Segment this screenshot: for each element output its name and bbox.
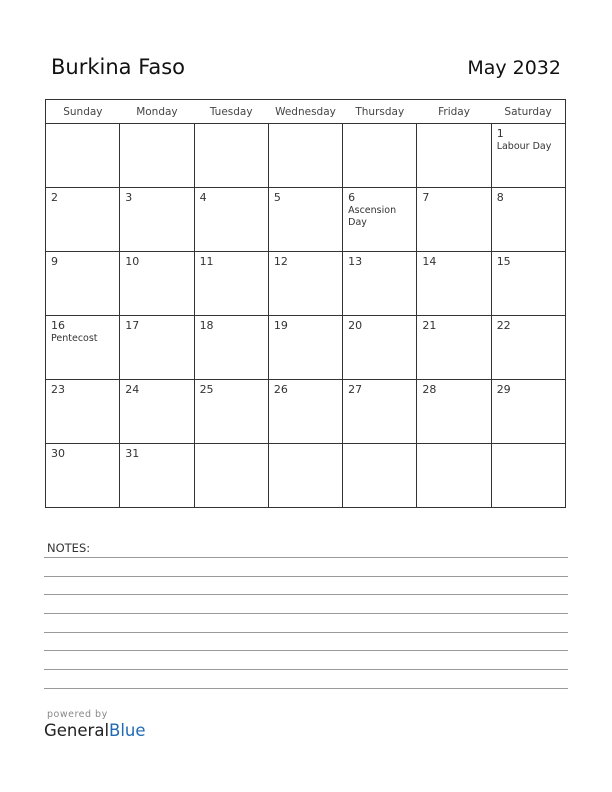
day-cell <box>417 124 491 188</box>
day-number: 9 <box>51 255 58 268</box>
day-cell <box>491 252 565 316</box>
day-cell <box>268 252 342 316</box>
holiday-label: Labour Day <box>496 141 552 152</box>
weekday-header-row <box>46 100 566 124</box>
day-cell <box>46 188 120 252</box>
calendar-grid <box>45 99 566 508</box>
generalblue-logo[interactable] <box>44 721 146 740</box>
day-cell <box>268 316 342 380</box>
day-number: 23 <box>51 383 65 396</box>
day-cell <box>46 444 120 508</box>
day-cell <box>46 380 120 444</box>
brand-blue-text: Blue <box>109 721 146 740</box>
day-cell <box>194 188 268 252</box>
day-number: 10 <box>125 255 140 268</box>
weekday-header: Friday <box>417 100 491 124</box>
day-cell <box>417 444 491 508</box>
day-number: 29 <box>496 383 511 396</box>
day-number: 22 <box>496 319 511 332</box>
day-cell <box>120 316 194 380</box>
day-cell <box>268 380 342 444</box>
day-cell <box>194 380 268 444</box>
day-cell <box>417 252 491 316</box>
weekday-header: Saturday <box>491 100 565 124</box>
notes-line <box>44 650 568 651</box>
country-title: Burkina Faso <box>51 55 186 79</box>
day-cell <box>194 444 268 508</box>
day-number: 1 <box>496 127 504 140</box>
day-cell <box>120 188 194 252</box>
day-cell <box>343 252 417 316</box>
day-number: 30 <box>51 447 65 460</box>
weekday-header: Tuesday <box>194 100 268 124</box>
day-number: 18 <box>199 319 214 332</box>
day-cell <box>491 380 565 444</box>
day-cell <box>343 188 417 252</box>
brand-general-text: General <box>44 721 110 740</box>
day-number: 27 <box>348 383 363 396</box>
day-number: 14 <box>422 255 437 268</box>
day-number: 17 <box>125 319 140 332</box>
day-number: 19 <box>273 319 288 332</box>
day-cell <box>491 188 565 252</box>
day-cell <box>417 316 491 380</box>
day-cell <box>491 316 565 380</box>
day-cell <box>343 316 417 380</box>
day-cell <box>120 444 194 508</box>
day-number: 20 <box>348 319 363 332</box>
holiday-label: Pentecost <box>51 333 98 344</box>
week-row <box>46 252 566 316</box>
week-row <box>46 316 566 380</box>
day-number: 2 <box>51 191 58 204</box>
day-cell <box>268 124 342 188</box>
powered-by-text: powered by <box>47 709 108 720</box>
day-cell <box>343 380 417 444</box>
day-cell <box>120 252 194 316</box>
day-number: 6 <box>348 191 356 204</box>
day-number: 7 <box>422 191 430 204</box>
day-number: 31 <box>125 447 140 460</box>
month-year-title: May 2032 <box>467 57 561 79</box>
day-number: 3 <box>125 191 133 204</box>
notes-line <box>44 613 568 614</box>
notes-line <box>44 594 568 595</box>
day-cell <box>343 444 417 508</box>
weekday-header: Wednesday <box>268 100 342 124</box>
holiday-label: Ascension Day <box>348 205 397 228</box>
weekday-header: Monday <box>120 100 194 124</box>
day-cell <box>268 188 342 252</box>
day-number: 28 <box>422 383 437 396</box>
day-cell <box>194 252 268 316</box>
weekday-header: Sunday <box>46 100 120 124</box>
notes-line <box>44 688 568 689</box>
day-cell <box>417 380 491 444</box>
day-number: 24 <box>125 383 140 396</box>
day-cell <box>343 124 417 188</box>
day-cell <box>120 380 194 444</box>
day-cell <box>491 124 565 188</box>
weekday-header: Thursday <box>343 100 417 124</box>
day-number: 25 <box>199 383 214 396</box>
notes-line <box>44 632 568 633</box>
day-cell <box>491 444 565 508</box>
day-cell <box>46 124 120 188</box>
day-cell <box>120 124 194 188</box>
day-number: 26 <box>273 383 288 396</box>
day-cell <box>46 252 120 316</box>
notes-line <box>44 669 568 670</box>
day-cell <box>194 316 268 380</box>
notes-label: NOTES: <box>47 541 91 555</box>
day-cell <box>268 444 342 508</box>
day-number: 12 <box>273 255 288 268</box>
week-row <box>46 124 566 188</box>
day-number: 13 <box>348 255 363 268</box>
day-number: 11 <box>199 255 214 268</box>
day-number: 5 <box>273 191 281 204</box>
day-cell <box>417 188 491 252</box>
day-cell <box>46 316 120 380</box>
day-number: 4 <box>199 191 207 204</box>
notes-line <box>44 576 568 577</box>
week-row <box>46 444 566 508</box>
day-number: 15 <box>496 255 511 268</box>
day-cell <box>194 124 268 188</box>
notes-line <box>44 557 568 558</box>
day-number: 8 <box>496 191 504 204</box>
day-number: 16 <box>51 319 65 332</box>
week-row <box>46 380 566 444</box>
day-number: 21 <box>422 319 437 332</box>
week-row <box>46 188 566 252</box>
